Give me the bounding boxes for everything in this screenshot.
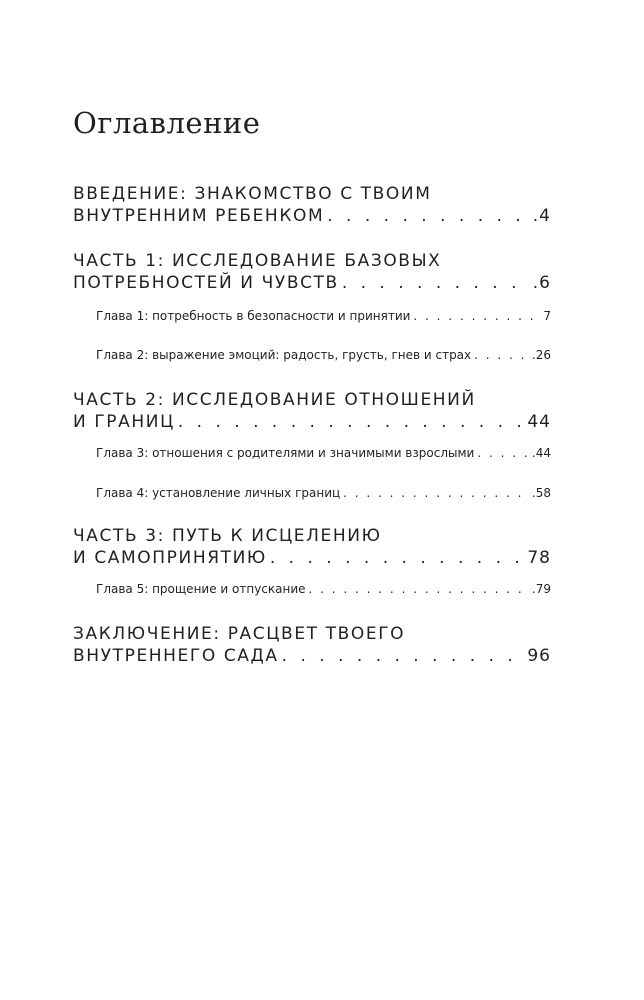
dot-leader (413, 308, 540, 324)
page-number: 78 (527, 548, 551, 568)
section-title-line1: ЗАКЛЮЧЕНИЕ: РАСЦВЕТ ТВОЕГО (73, 624, 406, 644)
page-number: .44 (531, 446, 551, 460)
section-title-line2: ВНУТРЕННЕГО САДА (73, 646, 279, 666)
dot-leader (343, 485, 529, 501)
toc-chapter-2[interactable] (96, 347, 551, 363)
toc-title: Оглавление (73, 106, 261, 140)
section-title-line1: ЧАСТЬ 1: ИССЛЕДОВАНИЕ БАЗОВЫХ (73, 251, 442, 271)
dot-leader (270, 547, 524, 569)
page-number: 96 (527, 646, 551, 666)
page-number: 44 (527, 412, 551, 432)
section-title-line1: ЧАСТЬ 2: ИССЛЕДОВАНИЕ ОТНОШЕНИЙ (73, 390, 476, 410)
toc-chapter-4[interactable] (96, 485, 551, 501)
dot-leader (282, 645, 525, 667)
section-title-line1: ВВЕДЕНИЕ: ЗНАКОМСТВО С ТВОИМ (73, 184, 432, 204)
toc-section-conclusion[interactable] (73, 623, 551, 667)
page-number: .58 (531, 486, 551, 500)
section-title-line1: ЧАСТЬ 3: ПУТЬ К ИСЦЕЛЕНИЮ (73, 526, 382, 546)
chapter-title: Глава 5: прощение и отпускание (96, 582, 306, 596)
page-number: .4 (532, 206, 551, 226)
section-title-line2: И САМОПРИНЯТИЮ (73, 548, 267, 568)
chapter-title: Глава 2: выражение эмоций: радость, грусть, гнев и страх (96, 348, 472, 362)
dot-leader (477, 445, 529, 461)
section-title-line2: ВНУТРЕННИМ РЕБЕНКОМ (73, 206, 325, 226)
toc-chapter-5[interactable] (96, 581, 551, 597)
dot-leader (342, 272, 530, 294)
chapter-title: Глава 3: отношения с родителями и значимыми взрослыми (96, 446, 475, 460)
toc-chapter-1[interactable] (96, 308, 551, 324)
dot-leader (178, 411, 524, 433)
toc-section-introduction[interactable] (73, 183, 551, 227)
chapter-title: Глава 4: установление личных границ (96, 486, 341, 500)
page-number: .6 (532, 273, 551, 293)
chapter-title: Глава 1: потребность в безопасности и принятии (96, 309, 411, 323)
page-number: 7 (543, 309, 551, 323)
section-title-line2: И ГРАНИЦ (73, 412, 175, 432)
dot-leader (309, 581, 529, 597)
dot-leader (474, 347, 529, 363)
toc-section-part-3[interactable] (73, 525, 551, 569)
section-title-line2: ПОТРЕБНОСТЕЙ И ЧУВСТВ (73, 273, 339, 293)
toc-section-part-2[interactable] (73, 389, 551, 433)
page-number: .79 (531, 582, 551, 596)
toc-section-part-1[interactable] (73, 250, 551, 294)
dot-leader (327, 205, 530, 227)
page-number: .26 (531, 348, 551, 362)
toc-chapter-3[interactable] (96, 445, 551, 461)
